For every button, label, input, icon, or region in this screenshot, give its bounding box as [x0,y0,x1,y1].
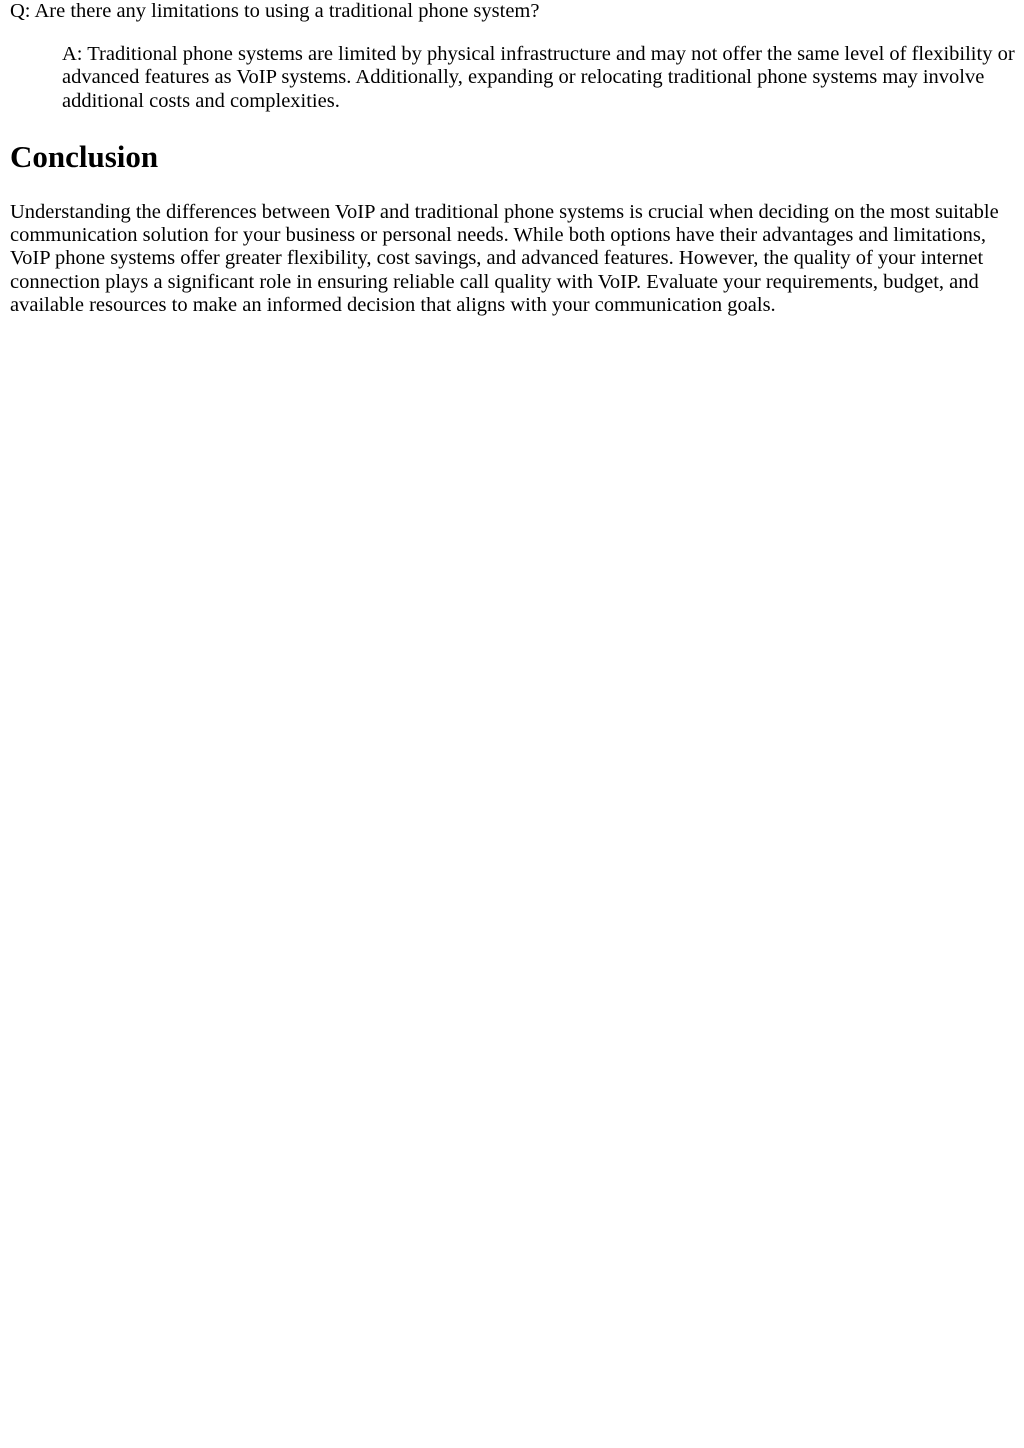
faq-answer: A: Traditional phone systems are limited by physical infrastructure and may not offer the same level of flexibility or advanced features as VoIP systems. Additionally, expanding or relocating traditional phone systems may involve additional costs and complexities. [62,43,1015,112]
conclusion-paragraph: Understanding the differences between VoIP and traditional phone systems is crucial when deciding on the most suitable communication solution for your business or personal needs. While both options have their advantages and limitations, VoIP phone systems offer greater flexibility, cost savings, and advanced features. However, the quality of your internet connection plays a significant role in ensuring reliable call quality with VoIP. Evaluate your requirements, budget, and available resources to make an informed decision that aligns with your communication goals. [10,200,999,317]
document-page [10,0,1016,317]
faq-question: Q: Are there any limitations to using a traditional phone system? [10,0,540,22]
conclusion-heading: Conclusion [10,138,159,174]
